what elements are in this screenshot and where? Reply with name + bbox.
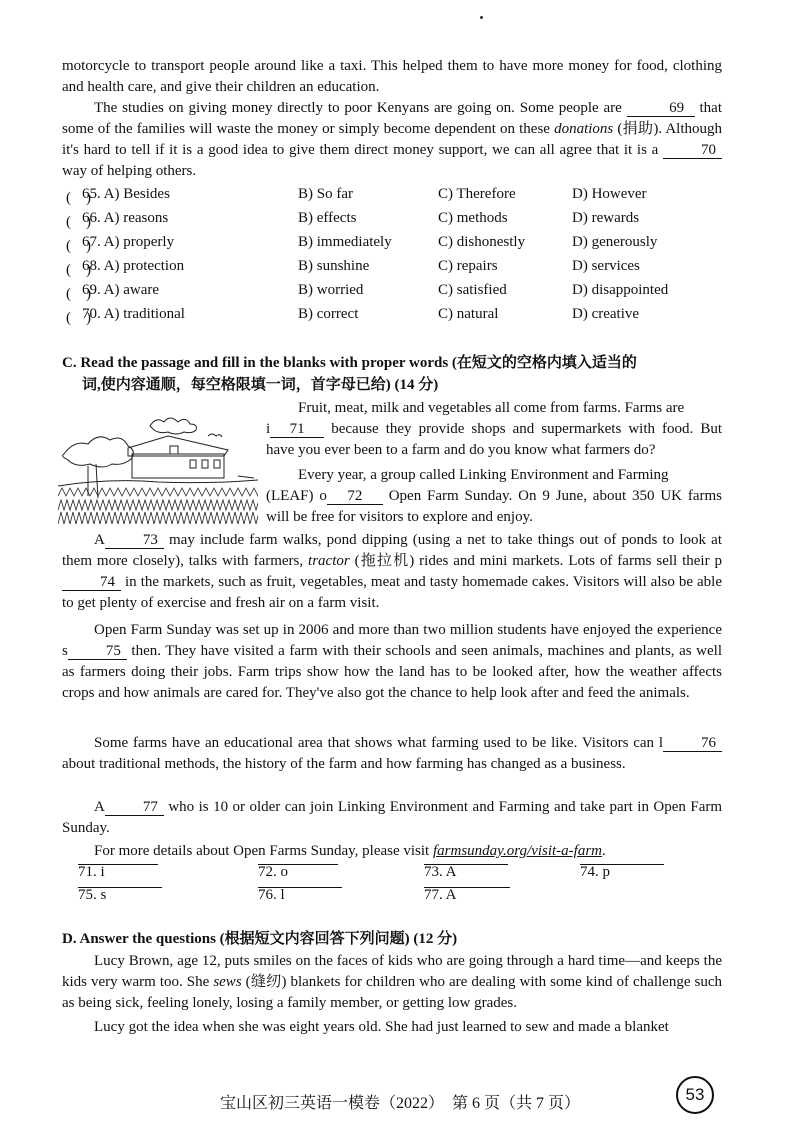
text: Open Farm Sunday. On 9 June, about 350 UK xyxy=(388,488,682,504)
option-row xyxy=(66,234,726,256)
farm-sunday-link[interactable]: farmsunday.org/visit-a-farm xyxy=(432,843,603,859)
text: farms will be free for visitors to explore and enjoy. xyxy=(266,488,723,525)
answer-row-1 xyxy=(78,864,718,886)
option-row xyxy=(66,258,726,280)
text: Some farms have an educational area that shows what farming used to be like. Visitors can l xyxy=(94,735,663,751)
section-c-paragraph-5 xyxy=(62,733,722,775)
section-c-paragraph-2-cont xyxy=(266,486,722,528)
text: motorcycle to transport people around like a taxi. This helped them to have more money for food, clothing and health care, and give their children an education. xyxy=(62,58,722,95)
blank-69[interactable]: 69 xyxy=(627,100,695,117)
option-a[interactable]: 66. A) reasons xyxy=(82,210,169,226)
option-d[interactable]: D) rewards xyxy=(572,210,640,226)
section-c-header-line-1: C. Read the passage and fill in the blanks with proper words (在短文的空格内填入适当的 xyxy=(62,355,637,371)
answer-bracket[interactable]: ( ) xyxy=(66,262,91,278)
option-d[interactable]: D) generously xyxy=(572,234,658,250)
answer-bracket[interactable]: ( ) xyxy=(66,286,91,302)
option-c[interactable]: C) satisfied xyxy=(438,282,507,298)
text: Lucy Brown, age 12, puts smiles on the faces of kids who are going through a hard time—and keeps the kids very warm too. She xyxy=(62,953,722,990)
text: . xyxy=(602,843,606,859)
answer-line[interactable] xyxy=(580,864,664,865)
answer-label: 75. s xyxy=(78,887,107,903)
passage-b-paragraph-1 xyxy=(62,56,722,98)
blank-71[interactable]: 71 xyxy=(270,421,324,438)
blank-77[interactable]: 77 xyxy=(105,799,164,816)
page-badge: 53 xyxy=(676,1076,714,1114)
option-d[interactable]: D) services xyxy=(572,258,640,274)
text: For more details about Open Farms Sunday, please visit xyxy=(94,843,430,859)
section-c-paragraph-1-cont xyxy=(266,419,722,461)
section-c-paragraph-1 xyxy=(266,398,722,419)
text: rides and mini markets. Lots of farms sell their p xyxy=(419,553,722,569)
page-footer: 宝山区初三英语一模卷（2022） 第 6 页（共 7 页） xyxy=(219,1095,580,1112)
blank-74[interactable]: 74 xyxy=(62,574,121,591)
text: A xyxy=(94,799,105,815)
text: Every year, a group called Linking Environment and Farming xyxy=(298,467,669,483)
keyword-sews: sews xyxy=(213,974,242,990)
answer-label: 71. i xyxy=(78,864,105,880)
option-b[interactable]: B) So far xyxy=(298,186,353,202)
text: blankets for children who are dealing with some kind of challenge such as being sick, feeling lonely, losing a family member, or getting low grades. xyxy=(62,974,723,1011)
answer-bracket[interactable]: ( ) xyxy=(66,238,91,254)
option-b[interactable]: B) effects xyxy=(298,210,357,226)
option-d[interactable]: D) However xyxy=(572,186,647,202)
option-row xyxy=(66,210,726,232)
text: Open Farm Sunday was set up in 2006 and more than two million students have enjoyed the experience s xyxy=(62,622,722,659)
text: Lucy got the idea when she was eight years old. She had just learned to sew and made a blanket xyxy=(94,1019,669,1035)
gloss: (缝纫) xyxy=(245,974,287,990)
answer-line[interactable] xyxy=(78,864,158,865)
gloss: (拖拉机) xyxy=(354,553,415,569)
option-d[interactable]: D) disappointed xyxy=(572,282,669,298)
text: because they provide shops and supermarkets with food. xyxy=(331,421,694,437)
blank-76[interactable]: 76 xyxy=(663,735,722,752)
text: who is 10 or older can join Linking Environment and Farming and take part in Open Farm Sunday. xyxy=(62,799,723,836)
option-c[interactable]: C) natural xyxy=(438,306,499,322)
answer-line[interactable] xyxy=(78,887,162,888)
option-c[interactable]: C) Therefore xyxy=(438,186,516,202)
section-d-paragraph-1 xyxy=(62,951,722,1014)
text: may include farm walks, pond dipping (using a net to take things out of ponds to look at them more closely), talks with farmers, xyxy=(62,532,722,569)
section-d-header: D. Answer the questions (根据短文内容回答下列问题) (12 分) xyxy=(62,931,458,947)
text: that some of the families will waste the money or simply become dependent on these xyxy=(62,100,722,137)
answer-label: 74. p xyxy=(580,864,610,880)
text: But have you ever been to a farm and do you know what farmers do? xyxy=(266,421,723,458)
option-b[interactable]: B) correct xyxy=(298,306,359,322)
blank-72[interactable]: 72 xyxy=(327,488,383,505)
section-c-paragraph-4 xyxy=(62,620,722,704)
section-c-paragraph-3 xyxy=(62,530,722,614)
answer-row-2 xyxy=(78,887,718,909)
farm-illustration xyxy=(58,406,258,526)
option-a[interactable]: 67. A) properly xyxy=(82,234,175,250)
section-c-paragraph-7 xyxy=(62,841,722,862)
answer-label: 73. A xyxy=(424,864,457,880)
answer-bracket[interactable]: ( ) xyxy=(66,214,91,230)
option-a[interactable]: 65. A) Besides xyxy=(82,186,170,202)
text: Fruit, meat, milk and vegetables all come from farms. Farms are xyxy=(298,400,685,416)
scan-dot xyxy=(480,16,483,19)
text: way of helping others. xyxy=(62,163,197,179)
answer-line[interactable] xyxy=(424,864,508,865)
answer-label: 76. l xyxy=(258,887,285,903)
text: The studies on giving money directly to poor Kenyans are going on. Some people are xyxy=(94,100,622,116)
answer-bracket[interactable]: ( ) xyxy=(66,190,91,206)
option-a[interactable]: 70. A) traditional xyxy=(82,306,185,322)
text: then. They have visited a farm with their schools and seen animals, machines and plants, as well as farmers doing their jobs. Farm trips show how the land has to be looked after, how the weather affects crops and how animals are cared for. They've also got the chance to help look after and feed the animals. xyxy=(62,643,722,701)
blank-73[interactable]: 73 xyxy=(105,532,164,549)
option-a[interactable]: 68. A) protection xyxy=(82,258,185,274)
option-b[interactable]: B) immediately xyxy=(298,234,392,250)
blank-75[interactable]: 75 xyxy=(68,643,127,660)
option-d[interactable]: D) creative xyxy=(572,306,640,322)
option-row xyxy=(66,306,726,328)
blank-70[interactable]: 70 xyxy=(663,142,722,159)
section-c-header-line-2: 词,使内容通顺，每空格限填一词，首字母已给) (14 分) xyxy=(82,377,439,393)
answer-line[interactable] xyxy=(258,887,342,888)
section-c-paragraph-6 xyxy=(62,797,722,839)
option-row xyxy=(66,186,726,208)
passage-b-paragraph-2 xyxy=(62,98,722,182)
text: . Although it's hard to tell if it is a good idea to give them direct money support, we can all agree that it is a xyxy=(62,121,723,158)
answer-bracket[interactable]: ( ) xyxy=(66,310,91,326)
option-c[interactable]: C) dishonestly xyxy=(438,234,526,250)
section-c-paragraph-2 xyxy=(266,465,722,486)
text: A xyxy=(94,532,105,548)
option-b[interactable]: B) sunshine xyxy=(298,258,370,274)
keyword-tractor: tractor xyxy=(308,553,350,569)
option-b[interactable]: B) worried xyxy=(298,282,364,298)
option-a[interactable]: 69. A) aware xyxy=(82,282,160,298)
text: i xyxy=(266,421,271,437)
option-c[interactable]: C) methods xyxy=(438,210,508,226)
option-row xyxy=(66,282,726,304)
gloss: (捐助) xyxy=(617,121,659,137)
answer-label: 72. o xyxy=(258,864,288,880)
text: about traditional methods, the history of the farm and how farming has changed as a business. xyxy=(62,756,626,772)
text: in the markets, such as fruit, vegetables, meat and tasty homemade cakes. Visitors will also be able to get plenty of exercise and fresh air on a farm visit. xyxy=(62,574,722,611)
answer-line[interactable] xyxy=(424,887,510,888)
option-c[interactable]: C) repairs xyxy=(438,258,498,274)
section-d-paragraph-2 xyxy=(62,1017,722,1038)
keyword-donations: donations xyxy=(554,121,614,137)
text: (LEAF) o xyxy=(266,488,327,504)
answer-line[interactable] xyxy=(258,864,338,865)
answer-label: 77. A xyxy=(424,887,457,903)
